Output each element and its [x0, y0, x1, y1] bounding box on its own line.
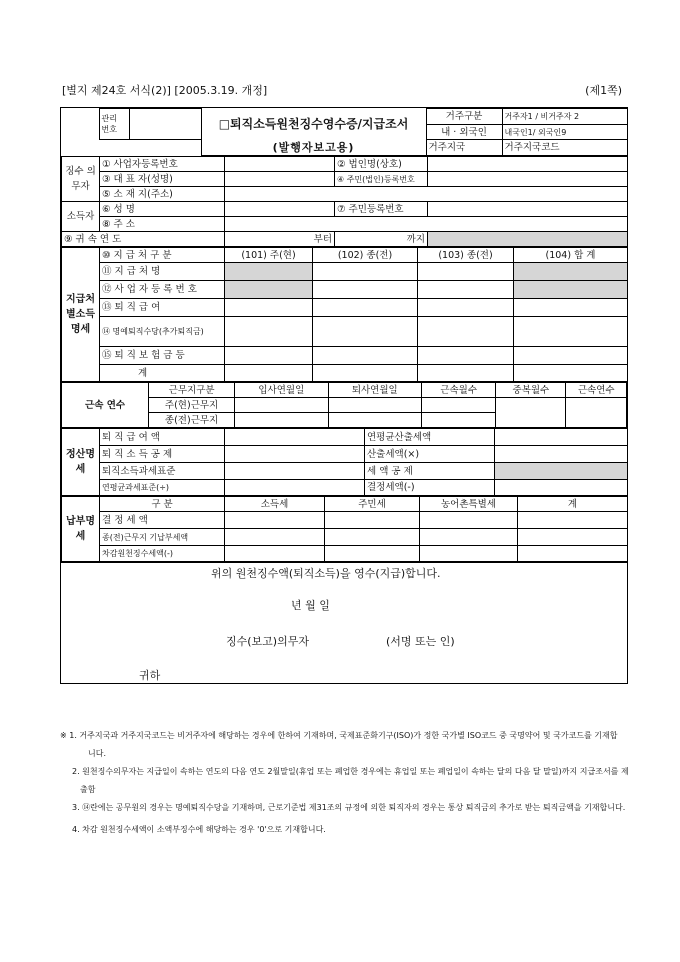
top-spacer	[61, 109, 99, 125]
recipient-label: 귀하	[139, 669, 161, 682]
pay-row-decided: 결 정 세 액	[100, 512, 225, 529]
cell[interactable]	[235, 413, 328, 428]
cell[interactable]	[313, 299, 418, 317]
note-1: ※ 1. 거주지국과 거주지국코드는 비거주자에 해당하는 경우에 한하여 기재하며, 국제표준화기구(ISO)가 정한 국가별 ISO코드 중 국명약어 및 국가코드를 기재합	[60, 731, 618, 740]
cell	[225, 281, 313, 299]
biz-no-label: ① 사업자등록번호	[100, 157, 225, 172]
resident-no-label: ⑦ 주민등록번호	[335, 202, 428, 217]
resident-no-field[interactable]	[428, 202, 628, 217]
row-total: 계	[100, 365, 225, 382]
note-4: 4. 차감 원천징수세액이 소액부징수에 해당하는 경우 '0'으로 기재합니다.	[72, 825, 326, 834]
cell[interactable]	[328, 398, 421, 413]
pay-row-prepaid: 종(전)근무지 기납부세액	[100, 529, 225, 546]
withholder-group-label: 징수 의무자	[62, 157, 100, 202]
calc-right-0: 연평균산출세액	[365, 429, 495, 446]
cell[interactable]	[418, 299, 514, 317]
cell[interactable]	[420, 529, 518, 546]
row-insurance: ⑮ 퇴 직 보 험 금 등	[100, 347, 225, 365]
cell[interactable]	[225, 529, 325, 546]
pay-col-total: 계	[518, 497, 628, 512]
date-line[interactable]: 년 월 일	[291, 599, 330, 612]
income-detail-section	[61, 247, 628, 382]
calc-right-3: 결정세액(-)	[365, 480, 495, 496]
tenure-col-overlap: 중복월수	[496, 383, 566, 398]
declaration-area	[61, 562, 627, 683]
corp-reg-field[interactable]	[428, 172, 628, 187]
cell[interactable]	[313, 347, 418, 365]
cell[interactable]	[422, 398, 496, 413]
calc-left-2: 퇴직소득과세표준	[100, 463, 225, 480]
cell[interactable]	[313, 317, 418, 347]
management-number-field[interactable]	[129, 109, 201, 140]
residence-type-label: 거주구분	[426, 109, 502, 125]
year-from[interactable]: 부터	[225, 232, 335, 247]
row-payer-name: ⑪ 지 급 처 명	[100, 263, 225, 281]
cell	[514, 263, 628, 281]
residence-type-value[interactable]: 거주자1 / 비거주자 2	[502, 109, 627, 125]
representative-field[interactable]	[225, 172, 335, 187]
tenure-row-previous: 종(전)근무지	[149, 413, 235, 428]
cell[interactable]	[225, 480, 365, 496]
cell	[225, 263, 313, 281]
page-number: (제1쪽)	[585, 84, 622, 97]
top-spacer	[129, 140, 201, 156]
calc-left-0: 퇴 직 급 여 액	[100, 429, 225, 446]
signature-label[interactable]: (서명 또는 인)	[386, 635, 455, 648]
tenure-col-workplace: 근무지구분	[149, 383, 235, 398]
top-spacer	[61, 140, 99, 156]
cell[interactable]	[418, 347, 514, 365]
cell	[514, 281, 628, 299]
cell[interactable]	[225, 512, 325, 529]
form-title: □퇴직소득원천징수영수증/지급조서	[201, 109, 426, 140]
cell[interactable]	[418, 317, 514, 347]
year-to[interactable]: 까지	[335, 232, 428, 247]
top-spacer	[61, 125, 99, 140]
earner-name-field[interactable]	[225, 202, 335, 217]
col-previous-2: (103) 종(전)	[418, 248, 514, 263]
cell[interactable]	[225, 463, 365, 480]
country-code-label: 거주지국코드	[502, 140, 627, 156]
cell[interactable]	[225, 317, 313, 347]
address-field[interactable]	[225, 187, 628, 202]
cell[interactable]	[518, 546, 628, 562]
year-shaded	[428, 232, 628, 247]
form-subtitle: (발행자보고용)	[201, 140, 426, 156]
pay-col-type: 구 분	[100, 497, 225, 512]
nationality-label: 내 · 외국인	[426, 125, 502, 140]
pay-col-resident-tax: 주민세	[325, 497, 420, 512]
receipt-statement: 위의 원천징수액(퇴직소득)을 영수(지급)합니다.	[211, 567, 441, 580]
biz-no-field[interactable]	[225, 157, 335, 172]
pay-col-income-tax: 소득세	[225, 497, 325, 512]
form-top-section	[61, 108, 628, 156]
corp-reg-label: ④ 주민(법인)등록번호	[335, 172, 428, 187]
nationality-value[interactable]: 내국인1/ 외국인9	[502, 125, 627, 140]
cell[interactable]	[514, 317, 628, 347]
management-number-label: 관리 번호	[99, 109, 129, 140]
country-label: 거주지국	[426, 140, 502, 156]
cell[interactable]	[420, 512, 518, 529]
cell[interactable]	[328, 413, 421, 428]
cell[interactable]	[514, 299, 628, 317]
cell[interactable]	[313, 263, 418, 281]
cell[interactable]	[225, 347, 313, 365]
cell[interactable]	[418, 281, 514, 299]
form-reference: [별지 제24호 서식(2)] [2005.3.19. 개정]	[62, 84, 268, 97]
cell[interactable]	[422, 413, 496, 428]
earner-address-label: ⑧ 주 소	[100, 217, 225, 232]
payment-group-label: 납부명세	[62, 497, 100, 562]
tax-calc-group-label: 정산명세	[62, 429, 100, 496]
earner-name-label: ⑥ 성 명	[100, 202, 225, 217]
row-honorary-allowance: ⑭ 명예퇴직수당(추가퇴직금)	[100, 317, 225, 347]
payment-section	[61, 496, 628, 562]
pay-col-rural-tax: 농어촌특별세	[420, 497, 518, 512]
cell[interactable]	[518, 529, 628, 546]
cell[interactable]	[313, 365, 418, 382]
tenure-col-leave: 퇴사연월일	[328, 383, 421, 398]
cell[interactable]	[235, 398, 328, 413]
cell[interactable]	[514, 347, 628, 365]
tenure-section	[61, 382, 627, 428]
issuer-label: 징수(보고)의무자	[226, 635, 309, 648]
tenure-row-current: 주(현)근무지	[149, 398, 235, 413]
calc-right-2: 세 액 공 제	[365, 463, 495, 480]
cell[interactable]	[225, 546, 325, 562]
calc-left-3: 연평균과세표준(÷)	[100, 480, 225, 496]
top-spacer	[99, 140, 129, 156]
cell[interactable]	[418, 263, 514, 281]
tenure-group-label: 근속 연수	[62, 383, 149, 428]
col-total: (104) 합 계	[514, 248, 628, 263]
tenure-col-months: 근속월수	[422, 383, 496, 398]
cell[interactable]	[325, 512, 420, 529]
tenure-col-join: 입사연월일	[235, 383, 328, 398]
row-biz-no: ⑫ 사 업 자 등 록 번 호	[100, 281, 225, 299]
tenure-col-years: 근속연수	[566, 383, 627, 398]
row-severance-pay: ⑬ 퇴 직 급 여	[100, 299, 225, 317]
cell[interactable]	[495, 480, 628, 496]
address-label: ⑤ 소 재 지(주소)	[100, 187, 225, 202]
note-2: 2. 원천징수의무자는 지급일이 속하는 연도의 다음 연도 2월말일(휴업 또는 폐업한 경우에는 휴업일 또는 폐업일이 속하는 달의 다음 달 말일)까지 지급조서를 제	[72, 767, 629, 776]
note-3: 3. ⑭란에는 공무원의 경우는 명예퇴직수당을 기재하며, 근로기준법 제31조의 규정에 의한 퇴직자의 경우는 통상 퇴직금의 추가로 받는 퇴직금액을 기재합니다.	[72, 803, 626, 812]
cell[interactable]	[225, 365, 313, 382]
col-payer-type: ⑩ 지 급 처 구 분	[100, 248, 225, 263]
cell[interactable]	[225, 429, 365, 446]
cell[interactable]	[496, 398, 566, 428]
cell[interactable]	[313, 281, 418, 299]
cell[interactable]	[418, 365, 514, 382]
cell[interactable]	[225, 446, 365, 463]
cell[interactable]	[495, 446, 628, 463]
col-current: (101) 주(현)	[225, 248, 313, 263]
corp-name-field[interactable]	[428, 157, 628, 172]
withholder-earner-section	[61, 156, 628, 247]
note-1-cont: 니다.	[88, 749, 106, 758]
notes-list	[60, 725, 629, 841]
calc-left-1: 퇴 직 소 득 공 제	[100, 446, 225, 463]
earner-address-field[interactable]	[225, 217, 628, 232]
cell[interactable]	[514, 365, 628, 382]
cell[interactable]	[495, 429, 628, 446]
col-previous-1: (102) 종(전)	[313, 248, 418, 263]
cell[interactable]	[518, 512, 628, 529]
note-2-cont: 출함	[80, 785, 96, 794]
cell[interactable]	[225, 299, 313, 317]
attribution-year-label: ⑨ 귀 속 연 도	[62, 232, 225, 247]
cell	[495, 463, 628, 480]
cell[interactable]	[325, 529, 420, 546]
earner-group-label: 소득자	[62, 202, 100, 232]
pay-row-net: 차감원천징수세액(-)	[100, 546, 225, 562]
cell[interactable]	[566, 398, 627, 428]
cell[interactable]	[420, 546, 518, 562]
calc-right-1: 산출세액(×)	[365, 446, 495, 463]
cell[interactable]	[325, 546, 420, 562]
tax-calc-section	[61, 428, 628, 496]
withholding-receipt-form	[60, 107, 628, 684]
representative-label: ③ 대 표 자(성명)	[100, 172, 225, 187]
income-detail-group-label: 지급처별소득명세	[62, 248, 100, 382]
corp-name-label: ② 법인명(상호)	[335, 157, 428, 172]
